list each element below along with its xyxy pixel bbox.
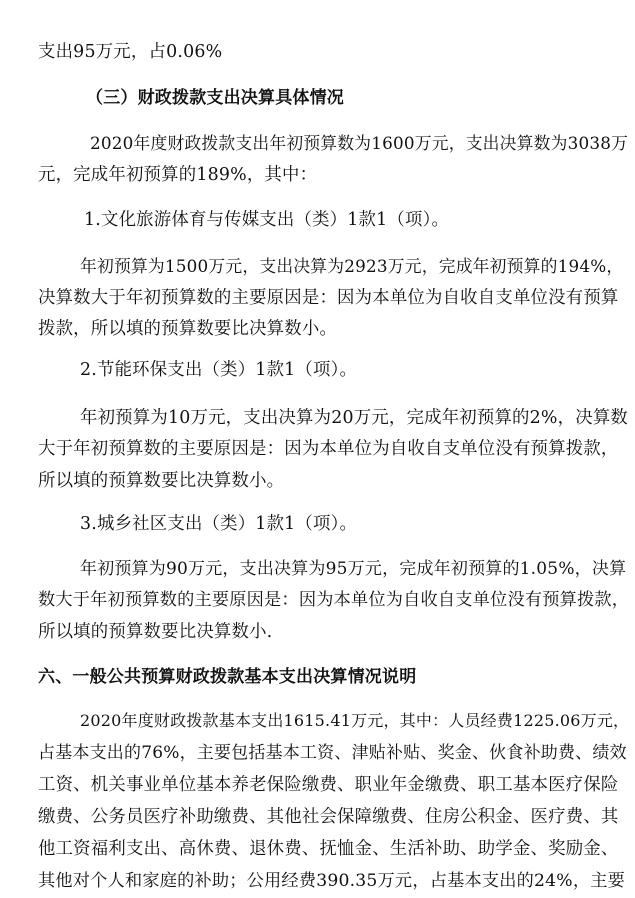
item-heading: 1.文化旅游体育与传媒支出（类）1款1（项）。 (84, 210, 450, 230)
paragraph-line: 年初预算为10万元，支出决算为20万元，完成年初预算的2%，决算数 (80, 408, 628, 428)
paragraph-line: 拨款，所以填的预算数要比决算数小。 (38, 319, 338, 339)
paragraph-line: 所以填的预算数要比决算数小. (38, 622, 273, 642)
paragraph-line: 他工资福利支出、高休费、退休费、抚恤金、生活补助、助学金、奖励金、 (38, 839, 619, 859)
paragraph-line: 占基本支出的76%，主要包括基本工资、津贴补贴、奖金、伙食补助费、绩效 (38, 743, 627, 763)
item-heading: 3.城乡社区支出（类）1款1（项）。 (80, 514, 358, 534)
paragraph-line: 决算数大于年初预算数的主要原因是：因为本单位为自收自支单位没有预算 (38, 288, 619, 308)
paragraph-line: 缴费、公务员医疗补助缴费、其他社会保障缴费、住房公积金、医疗费、其 (38, 807, 619, 827)
paragraph-line: 大于年初预算数的主要原因是：因为本单位为自收自支单位没有预算拨款， (38, 439, 619, 459)
paragraph-line: 年初预算为1500万元，支出决算为2923万元，完成年初预算的194%， (80, 256, 624, 276)
paragraph-line: 数大于年初预算数的主要原因是：因为本单位为自收自支单位没有预算拨款， (38, 590, 630, 610)
text-line: 支出95万元，占0.06% (38, 42, 223, 62)
paragraph-line: 工资、机关事业单位基本养老保险缴费、职业年金缴费、职工基本医疗保险 (38, 775, 619, 795)
section-heading: （三）财政拨款支出决算具体情况 (86, 88, 344, 108)
paragraph-line: 元，完成年初预算的189%，其中： (38, 165, 318, 185)
paragraph-line: 2020年度财政拨款基本支出1615.41万元，其中：人员经费1225.06万元， (80, 711, 630, 730)
paragraph-line: 年初预算为90万元，支出决算为95万元，完成年初预算的1.05%，决算 (80, 559, 627, 579)
item-heading: 2.节能环保支出（类）1款1（项）。 (80, 360, 358, 380)
paragraph-line: 所以填的预算数要比决算数小。 (38, 471, 285, 491)
paragraph-line: 2020年度财政拨款支出年初预算数为1600万元，支出决算数为3038万 (90, 133, 629, 153)
paragraph-line: 其他对个人和家庭的补助；公用经费390.35万元，占基本支出的24%，主要 (38, 871, 625, 891)
section-heading: 六、一般公共预算财政拨款基本支出决算情况说明 (38, 667, 417, 687)
